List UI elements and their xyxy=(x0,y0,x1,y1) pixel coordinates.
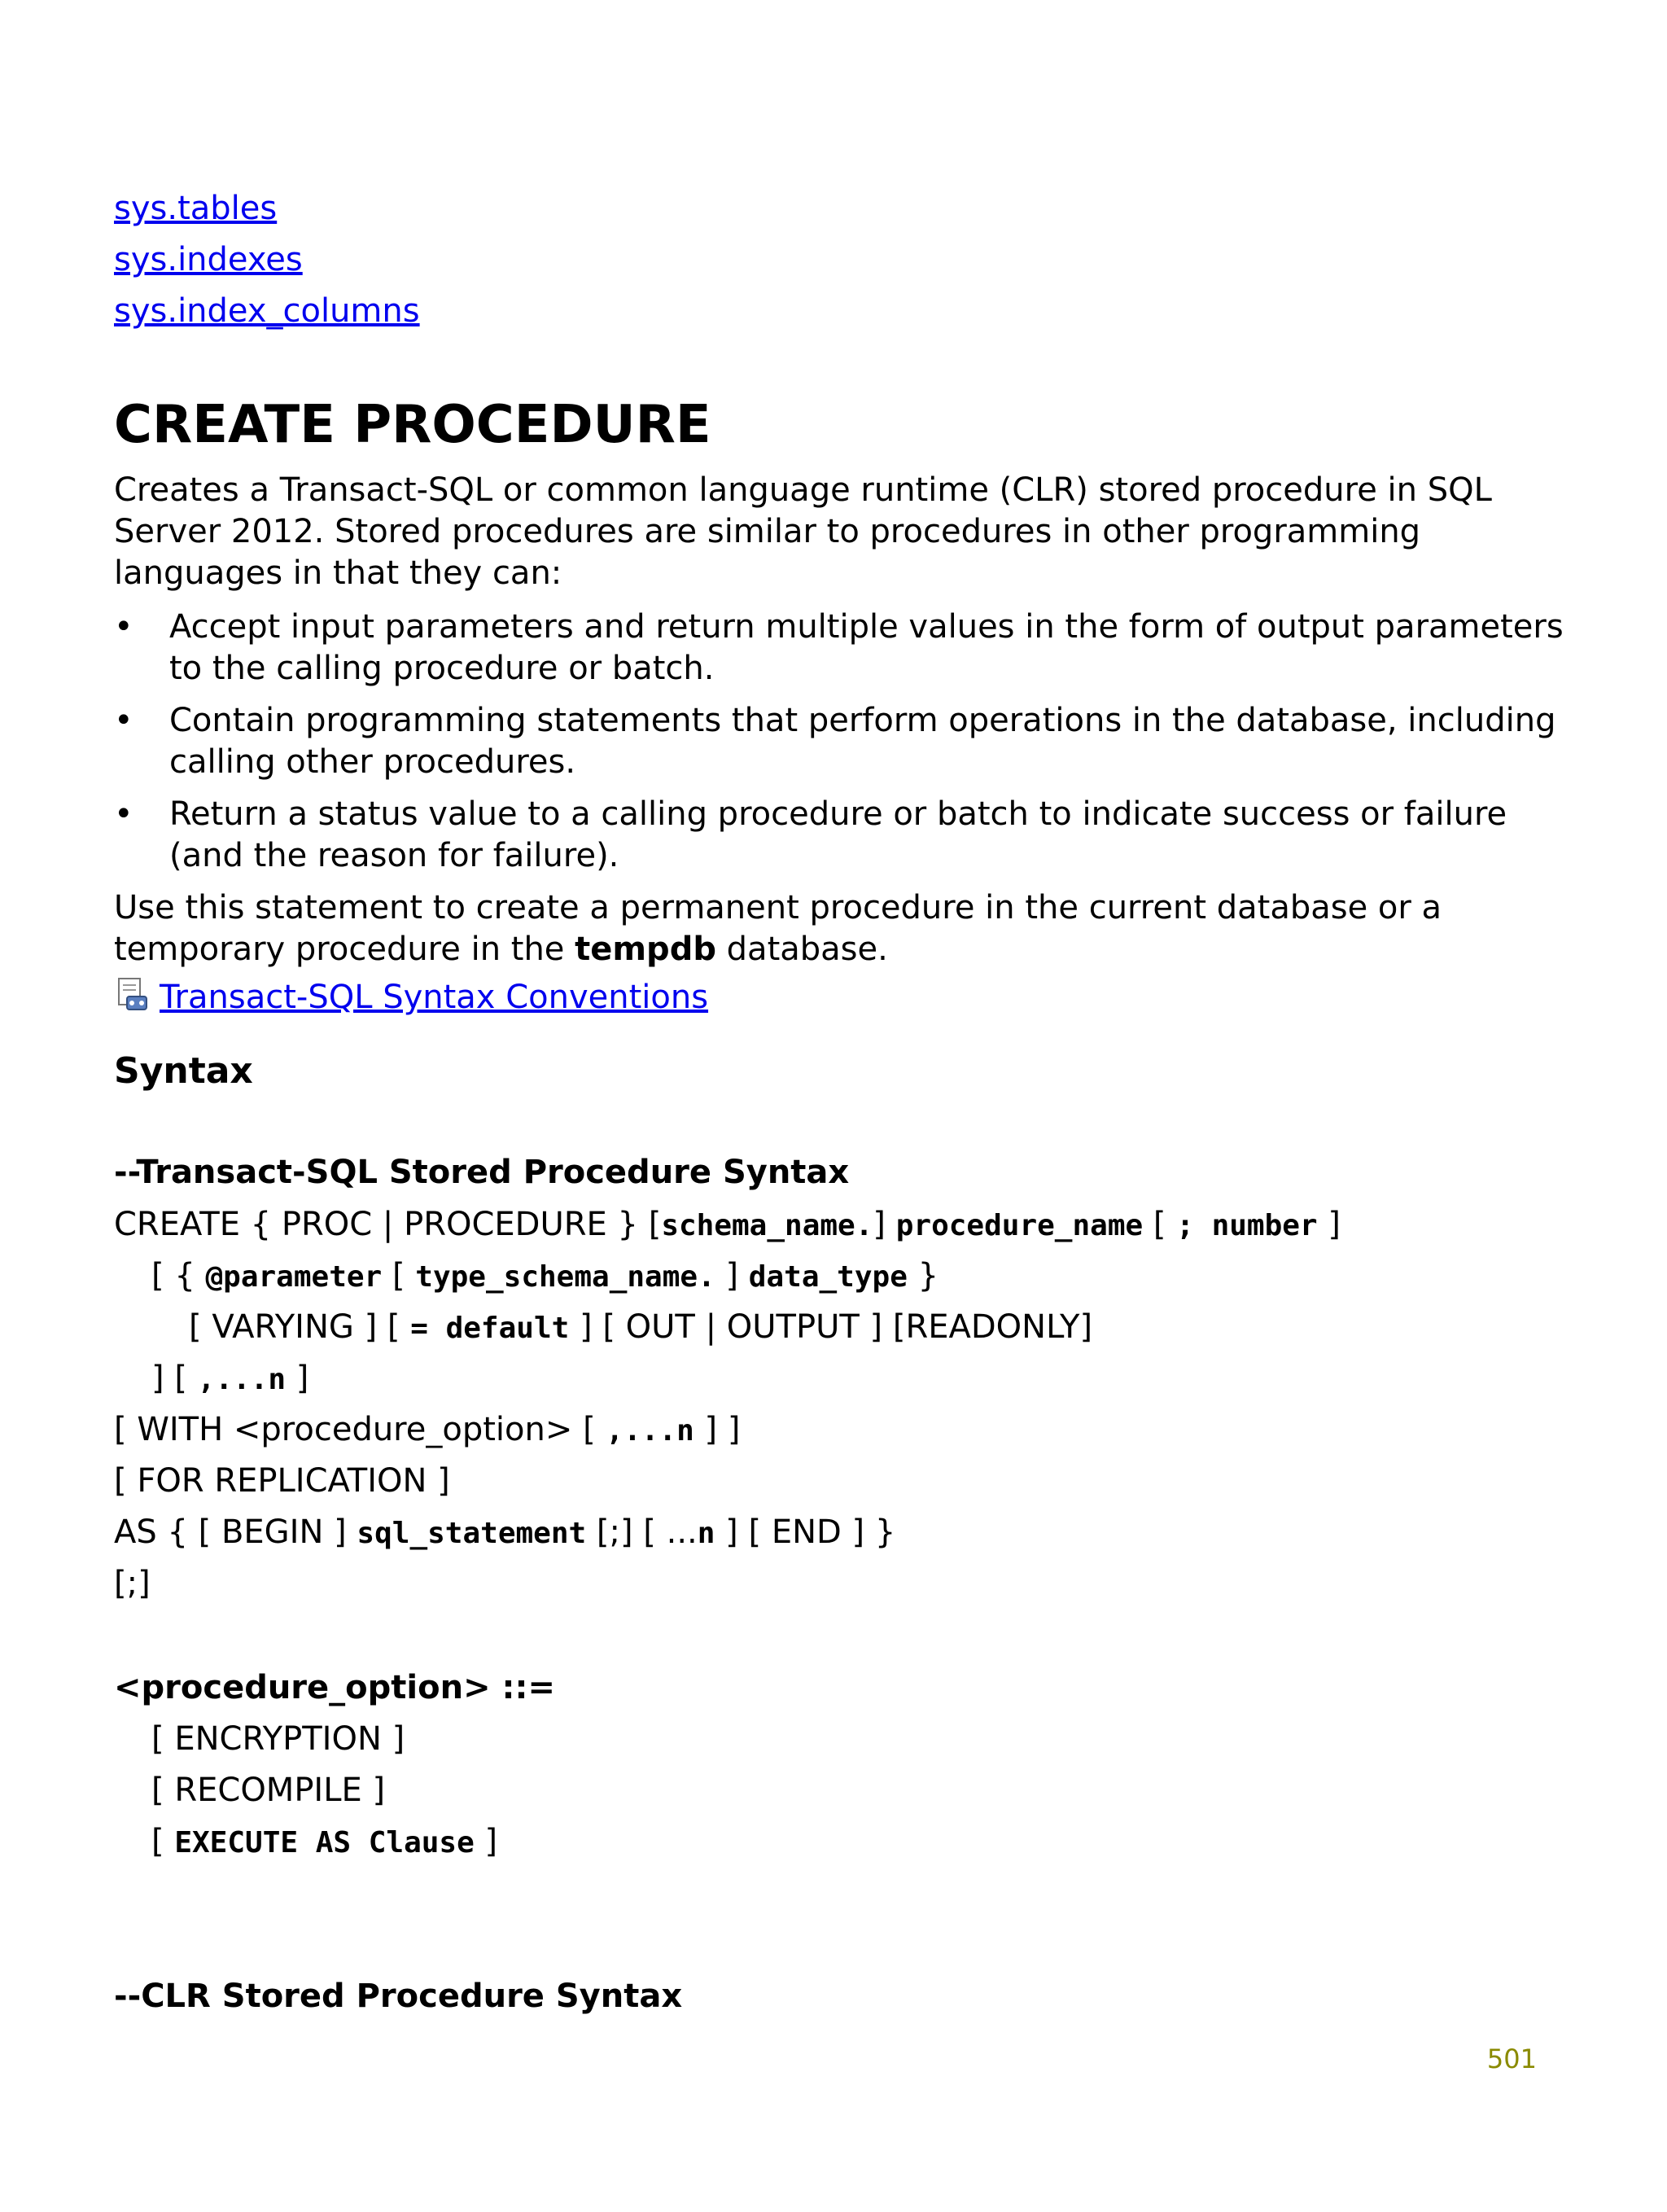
syntax-text: ] [ xyxy=(151,1360,198,1397)
syntax-line-1 xyxy=(114,1208,1341,1241)
syntax-line-6: [ FOR REPLICATION ] xyxy=(114,1462,450,1500)
syntax-arg: ,...n xyxy=(606,1414,694,1448)
tsql-syntax-comment: --Transact-SQL Stored Procedure Syntax xyxy=(114,1154,850,1191)
syntax-arg: data_type xyxy=(748,1260,908,1294)
syntax-text: [ xyxy=(1143,1206,1177,1243)
syntax-text: ] [ OUT | OUTPUT ] [READONLY] xyxy=(569,1308,1093,1346)
syntax-text: [;] [ ... xyxy=(586,1513,698,1551)
list-item-text: Return a status value to a calling procedure or batch to indicate success or failure (and the reason for failure). xyxy=(169,795,1507,874)
syntax-arg: = default xyxy=(410,1312,570,1345)
syntax-arg: ,...n xyxy=(197,1363,287,1396)
syntax-text: ] ] xyxy=(693,1411,741,1448)
syntax-heading: Syntax xyxy=(114,1050,253,1092)
bullet-icon: • xyxy=(114,795,133,833)
list-item-text: Accept input parameters and return multiple values in the form of output parameters to the calling procedure or batch. xyxy=(169,608,1564,687)
syntax-arg: n xyxy=(697,1517,715,1550)
syntax-line-8: [;] xyxy=(114,1565,151,1602)
bullet-icon: • xyxy=(114,702,133,739)
procedure-option-heading: <procedure_option> ::= xyxy=(114,1669,556,1706)
syntax-line-5 xyxy=(114,1413,740,1446)
syntax-text: ] xyxy=(715,1257,749,1294)
link-sys-tables[interactable]: sys.tables xyxy=(114,190,278,227)
syntax-text: ] xyxy=(873,1206,896,1243)
link-transact-sql-syntax-conventions[interactable]: Transact-SQL Syntax Conventions xyxy=(160,979,709,1016)
syntax-text: ] [ END ] } xyxy=(715,1513,896,1551)
page-number: 501 xyxy=(1486,2043,1537,2074)
option-execute-as xyxy=(151,1825,497,1858)
syntax-text: ] xyxy=(474,1823,498,1860)
syntax-text: [ { xyxy=(151,1257,206,1294)
link-sys-index-columns[interactable]: sys.index_columns xyxy=(114,292,420,330)
syntax-text: [ WITH <procedure_option> [ xyxy=(114,1411,606,1448)
syntax-text: ] xyxy=(1317,1206,1341,1243)
option-encryption: [ ENCRYPTION ] xyxy=(151,1720,405,1758)
syntax-arg: @parameter xyxy=(205,1260,383,1294)
syntax-arg: sql_statement xyxy=(357,1517,587,1550)
conventions-row xyxy=(114,977,708,1014)
syntax-text: AS { [ BEGIN ] xyxy=(114,1513,357,1551)
list-item-text: Contain programming statements that perform operations in the database, including calling other procedures. xyxy=(169,702,1556,781)
option-recompile: [ RECOMPILE ] xyxy=(151,1772,386,1809)
intro-paragraph: Creates a Transact-SQL or common language runtime (CLR) stored procedure in SQL Server 2012. Stored procedures are similar to procedures in other programming languages in that they can: xyxy=(114,471,1492,592)
syntax-arg: EXECUTE AS Clause xyxy=(174,1826,475,1859)
list-item xyxy=(114,794,1571,877)
document-link-icon xyxy=(114,977,150,1013)
syntax-text: [ VARYING ] [ xyxy=(189,1308,411,1346)
syntax-arg: procedure_name xyxy=(895,1209,1144,1242)
syntax-arg: type_schema_name. xyxy=(415,1260,715,1294)
page-title: CREATE PROCEDURE xyxy=(114,395,711,455)
syntax-arg: schema_name. xyxy=(661,1209,873,1242)
syntax-text: } xyxy=(907,1257,939,1294)
syntax-line-2 xyxy=(151,1259,939,1292)
link-sys-indexes[interactable]: sys.indexes xyxy=(114,241,303,278)
usage-paragraph xyxy=(114,887,1547,970)
syntax-text: ] xyxy=(286,1360,309,1397)
bullet-icon: • xyxy=(114,608,133,646)
usage-text-end: database. xyxy=(715,931,888,968)
syntax-text: [ xyxy=(151,1823,175,1860)
list-item xyxy=(114,700,1571,783)
syntax-line-4 xyxy=(151,1362,308,1395)
syntax-arg: ; number xyxy=(1176,1209,1318,1242)
list-item xyxy=(114,607,1571,690)
syntax-text: CREATE { PROC | PROCEDURE } [ xyxy=(114,1206,662,1243)
clr-syntax-comment: --CLR Stored Procedure Syntax xyxy=(114,1978,683,2015)
syntax-line-3 xyxy=(189,1308,1093,1346)
syntax-line-7 xyxy=(114,1513,896,1551)
syntax-text: [ xyxy=(382,1257,416,1294)
usage-text: Use this statement to create a permanent procedure in the current database or a temporary procedure in the xyxy=(114,889,1442,968)
tempdb-term: tempdb xyxy=(575,931,716,968)
